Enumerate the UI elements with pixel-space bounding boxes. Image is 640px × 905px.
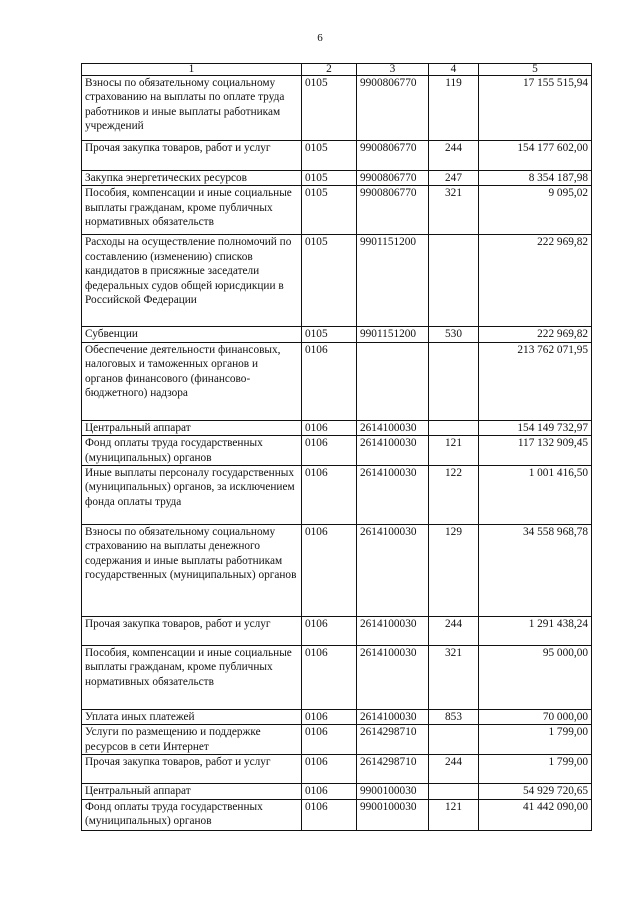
row-name: Обеспечение деятельности финансовых, налоговых и таможенных органов и органов финансового (финансово-бюджетного) надзора xyxy=(82,342,302,420)
table-row xyxy=(82,646,592,710)
table-row xyxy=(82,725,592,755)
row-expense-type: 321 xyxy=(429,646,479,710)
row-amount: 1 799,00 xyxy=(479,755,592,784)
row-section-code: 0106 xyxy=(302,525,357,617)
table-row xyxy=(82,784,592,799)
row-amount: 8 354 187,98 xyxy=(479,171,592,186)
page-number: 6 xyxy=(317,32,323,44)
table-row xyxy=(82,186,592,235)
table-row xyxy=(82,141,592,171)
row-section-code: 0106 xyxy=(302,784,357,799)
row-article-code: 2614298710 xyxy=(357,755,429,784)
row-article-code: 2614100030 xyxy=(357,525,429,617)
row-amount: 1 291 438,24 xyxy=(479,617,592,646)
row-expense-type: 121 xyxy=(429,799,479,830)
row-section-code: 0105 xyxy=(302,186,357,235)
row-name: Фонд оплаты труда государственных (муниципальных) органов xyxy=(82,436,302,466)
row-name: Центральный аппарат xyxy=(82,784,302,799)
row-expense-type: 321 xyxy=(429,186,479,235)
row-article-code: 2614100030 xyxy=(357,436,429,466)
row-section-code: 0106 xyxy=(302,420,357,435)
header-col-4: 4 xyxy=(429,64,479,76)
row-article-code: 9900806770 xyxy=(357,186,429,235)
row-section-code: 0105 xyxy=(302,141,357,171)
row-expense-type xyxy=(429,784,479,799)
row-article-code: 9900806770 xyxy=(357,76,429,141)
row-amount: 1 799,00 xyxy=(479,725,592,755)
row-expense-type xyxy=(429,420,479,435)
row-amount: 54 929 720,65 xyxy=(479,784,592,799)
row-name: Взносы по обязательному социальному страхованию на выплаты по оплате труда работников и иные выплаты работникам учреждений xyxy=(82,76,302,141)
row-expense-type: 244 xyxy=(429,617,479,646)
row-amount: 70 000,00 xyxy=(479,710,592,725)
row-article-code xyxy=(357,342,429,420)
row-name: Закупка энергетических ресурсов xyxy=(82,171,302,186)
row-article-code: 2614100030 xyxy=(357,646,429,710)
row-section-code: 0105 xyxy=(302,327,357,342)
row-amount: 95 000,00 xyxy=(479,646,592,710)
table-row xyxy=(82,420,592,435)
row-amount: 1 001 416,50 xyxy=(479,466,592,525)
budget-table xyxy=(81,63,592,831)
row-name: Прочая закупка товаров, работ и услуг xyxy=(82,617,302,646)
row-article-code: 9900806770 xyxy=(357,171,429,186)
row-amount: 17 155 515,94 xyxy=(479,76,592,141)
table-row xyxy=(82,799,592,830)
row-name: Пособия, компенсации и иные социальные выплаты гражданам, кроме публичных нормативных обязательств xyxy=(82,646,302,710)
table-row xyxy=(82,466,592,525)
row-section-code: 0106 xyxy=(302,436,357,466)
row-amount: 222 969,82 xyxy=(479,327,592,342)
table-row xyxy=(82,617,592,646)
row-section-code: 0105 xyxy=(302,235,357,327)
header-col-2: 2 xyxy=(302,64,357,76)
row-expense-type xyxy=(429,725,479,755)
row-name: Прочая закупка товаров, работ и услуг xyxy=(82,755,302,784)
row-name: Пособия, компенсации и иные социальные выплаты гражданам, кроме публичных нормативных обязательств xyxy=(82,186,302,235)
row-section-code: 0105 xyxy=(302,171,357,186)
row-article-code: 9901151200 xyxy=(357,327,429,342)
row-expense-type xyxy=(429,235,479,327)
table-row xyxy=(82,710,592,725)
table-row xyxy=(82,327,592,342)
row-expense-type: 530 xyxy=(429,327,479,342)
table-row xyxy=(82,76,592,141)
row-expense-type: 129 xyxy=(429,525,479,617)
table-row xyxy=(82,235,592,327)
row-section-code: 0106 xyxy=(302,755,357,784)
row-article-code: 2614298710 xyxy=(357,725,429,755)
row-expense-type: 122 xyxy=(429,466,479,525)
row-article-code: 2614100030 xyxy=(357,617,429,646)
row-section-code: 0106 xyxy=(302,617,357,646)
row-article-code: 9901151200 xyxy=(357,235,429,327)
row-amount: 9 095,02 xyxy=(479,186,592,235)
row-expense-type: 244 xyxy=(429,755,479,784)
row-section-code: 0105 xyxy=(302,76,357,141)
row-article-code: 9900100030 xyxy=(357,799,429,830)
header-col-1: 1 xyxy=(82,64,302,76)
table-row xyxy=(82,171,592,186)
header-col-3: 3 xyxy=(357,64,429,76)
row-article-code: 2614100030 xyxy=(357,710,429,725)
row-expense-type: 853 xyxy=(429,710,479,725)
row-amount: 41 442 090,00 xyxy=(479,799,592,830)
header-row xyxy=(82,64,592,76)
row-name: Услуги по размещению и поддержке ресурсов в сети Интернет xyxy=(82,725,302,755)
row-amount: 222 969,82 xyxy=(479,235,592,327)
row-name: Иные выплаты персоналу государственных (муниципальных) органов, за исключением фонда оплаты труда xyxy=(82,466,302,525)
row-name: Взносы по обязательному социальному страхованию на выплаты денежного содержания и иные выплаты работникам государственных (муниципальных) органов xyxy=(82,525,302,617)
header-col-5: 5 xyxy=(479,64,592,76)
row-expense-type: 119 xyxy=(429,76,479,141)
row-name: Расходы на осуществление полномочий по составлению (изменению) списков кандидатов в присяжные заседатели федеральных судов общей юрисдикции в Российской Федерации xyxy=(82,235,302,327)
table-body xyxy=(82,76,592,831)
row-article-code: 9900100030 xyxy=(357,784,429,799)
row-expense-type: 244 xyxy=(429,141,479,171)
row-section-code: 0106 xyxy=(302,799,357,830)
row-amount: 213 762 071,95 xyxy=(479,342,592,420)
row-section-code: 0106 xyxy=(302,710,357,725)
row-name: Центральный аппарат xyxy=(82,420,302,435)
row-expense-type: 121 xyxy=(429,436,479,466)
row-section-code: 0106 xyxy=(302,646,357,710)
row-section-code: 0106 xyxy=(302,725,357,755)
row-expense-type xyxy=(429,342,479,420)
row-section-code: 0106 xyxy=(302,342,357,420)
row-amount: 34 558 968,78 xyxy=(479,525,592,617)
row-article-code: 2614100030 xyxy=(357,466,429,525)
table-row xyxy=(82,342,592,420)
row-name: Субвенции xyxy=(82,327,302,342)
row-section-code: 0106 xyxy=(302,466,357,525)
row-article-code: 9900806770 xyxy=(357,141,429,171)
row-amount: 117 132 909,45 xyxy=(479,436,592,466)
row-name: Прочая закупка товаров, работ и услуг xyxy=(82,141,302,171)
row-name: Уплата иных платежей xyxy=(82,710,302,725)
row-amount: 154 149 732,97 xyxy=(479,420,592,435)
table-row xyxy=(82,436,592,466)
row-amount: 154 177 602,00 xyxy=(479,141,592,171)
table-row xyxy=(82,525,592,617)
row-article-code: 2614100030 xyxy=(357,420,429,435)
table-row xyxy=(82,755,592,784)
row-expense-type: 247 xyxy=(429,171,479,186)
row-name: Фонд оплаты труда государственных (муниципальных) органов xyxy=(82,799,302,830)
